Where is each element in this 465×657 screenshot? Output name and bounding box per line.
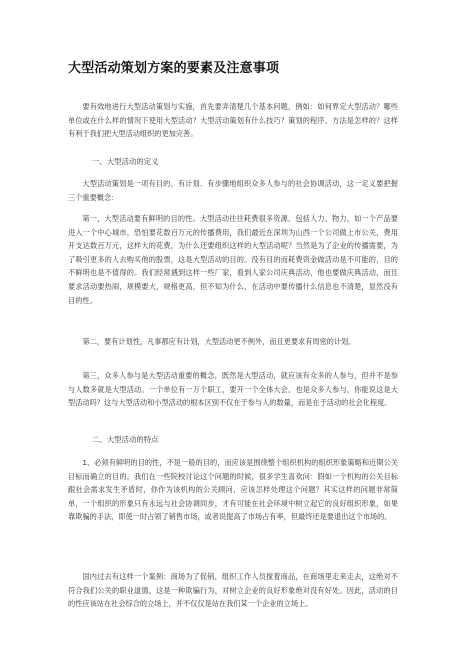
section1-paragraph-1: 大型活动策划是一项有目的、有计划、有步骤地组织众多人参与的社会协调活动，这一定义要把握三个重要概念： bbox=[68, 179, 398, 202]
document-title: 大型活动策划方案的要素及注意事项 bbox=[68, 61, 280, 76]
section1-heading: 一、大型活动的定义 bbox=[92, 157, 159, 166]
section2-paragraph-1: 1、必须有鲜明的目的性，不是一般的目的，而应该是围绕整个组织机构的组织形象策略和近期公关目标而确立的目的。我们在一些院校讨论这个问题的时候，很多学生喜欢问：假如一个机构的公关目标跟社会需求发生矛盾时，你作为该机构的公关顾问，应该怎样处理这个问题？其实这样的问题非常简单，一个组织的形象只有永远与社会协调同步，才有可能在社会环境中树立起它的良好组织形象，如果靠欺骗的手法，即使一时占领了销售市场，或者说提高了市场占有率，但最终还是要退出这个市场的。 bbox=[68, 458, 398, 522]
section1-paragraph-4: 第三，众多人参与是大型活动重要的概念，既然是大型活动，就应该有众多的人参与，但并不是参与人数多就是大型活动。一个单位有一万个职工，要开一个全体大会，也是众多人参与，你能说这是大型活动吗？这与大型活动和小型活动的根本区别不仅在于参与人的数量，而是在于活动的社会化程度。 bbox=[68, 371, 398, 408]
intro-paragraph: 要有效地进行大型活动策划与实施，首先要弄清楚几个基本问题，例如：如何界定大型活动？哪些单位或在什么样的情况下使用大型活动？大型活动策划有什么技巧？策划的程序、方法是怎样的？这样有利于我们把大型活动组织的更加完善。 bbox=[68, 102, 398, 139]
section2-heading: 二、大型活动的特点 bbox=[92, 435, 159, 444]
section1-paragraph-2: 第一，大型活动要有鲜明的目的性。大型活动往往耗费很多资源，包括人力、物力，如一个产品要进入一个中心城市，恐怕要花数百万元的传播费用，我们最近在深圳为山西一个公司做上市公关，费用开支达数百万元，这样大的花费，为什么还要组织这样的大型活动呢？当然是为了企业的传播需要，为了吸引更多的人去购买他的股票，这是大型活动的目的。没有目的而耗费资金做活动是不可能的，目的不鲜明也是不值得的。我们经常遇到这样一些厂家，看到人家公司庆典活动，他也要做庆典活动，而且要求活动要热闹，规模要大，规格更高，但不知为什么，在活动中要传播什么信息也不清楚，显然没有目的性。 bbox=[68, 214, 398, 305]
section2-paragraph-2: 国内过去有这样一个案例：商场为了促销，组织工作人员搅着商品，在商场里走来走去，这绝对不符合我们公关的职业道德，这是一种欺骗行为，对树立企业的良好形象绝对没有好处。因此，活动的目的性应该站在社会综合的立场上，并不仅仅是站在我们某一个企业的立场上。 bbox=[68, 572, 398, 609]
section1-paragraph-3: 第二，要有计划性，凡事都应有计划，大型活动更不例外，而且更要求有周密的计划。 bbox=[82, 337, 356, 346]
